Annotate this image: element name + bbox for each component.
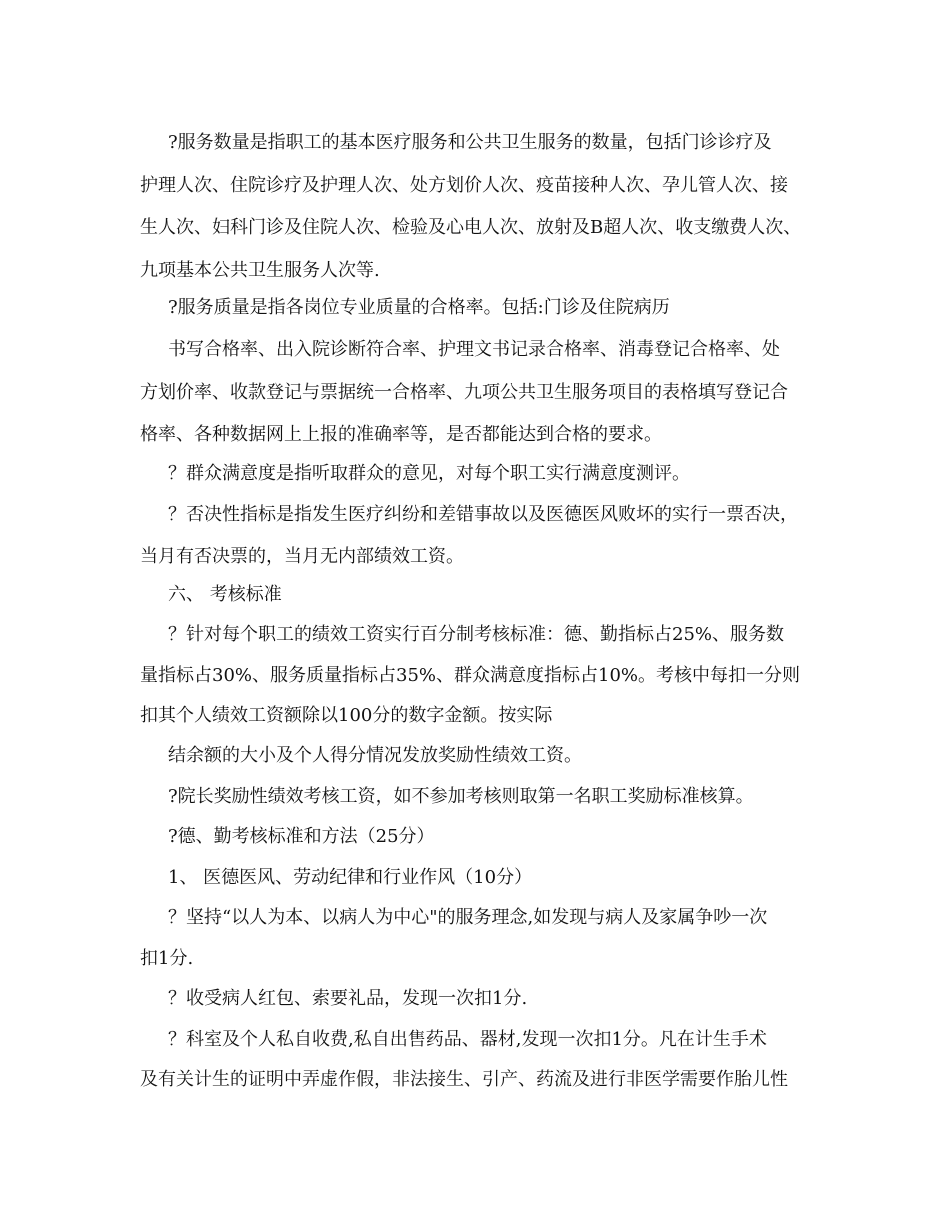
text-line: ?服务质量是指各岗位专业质量的合格率。包括:门诊及住院病历 <box>168 297 670 318</box>
text-line: ?服务数量是指职工的基本医疗服务和公共卫生服务的数量，包括门诊诊疗及 <box>168 132 772 153</box>
text-line: ？科室及个人私自收费,私自出售药品、器材,发现一次扣1分。凡在计生手术 <box>168 1029 767 1050</box>
text-line: 生人次、妇科门诊及住院人次、检验及心电人次、放射及B超人次、收支缴费人次、 <box>140 217 802 238</box>
text-line: ?德、勤考核标准和方法（25分） <box>168 826 435 847</box>
text-line: 结余额的大小及个人得分情况发放奖励性绩效工资。 <box>168 745 582 766</box>
text-line: 扣1分. <box>140 948 194 969</box>
text-line: ？坚持“以人为本、以病人为中心"的服务理念,如发现与病人及家属争吵一次 <box>168 907 768 928</box>
text-line: 九项基本公共卫生服务人次等. <box>140 260 380 281</box>
text-line: ？针对每个职工的绩效工资实行百分制考核标准：德、勤指标占25%、服务数 <box>168 624 785 645</box>
section-heading: 六、 考核标准 <box>168 584 282 605</box>
text-line: 护理人次、住院诊疗及护理人次、处方划价人次、疫苗接种人次、孕儿管人次、接 <box>140 175 788 196</box>
text-line: 书写合格率、出入院诊断符合率、护理文书记录合格率、消毒登记合格率、处 <box>168 339 780 360</box>
text-line: 量指标占30%、服务质量指标占35%、群众满意度指标占10%。考核中每扣一分则 <box>140 665 801 686</box>
text-line: 格率、各种数据网上上报的准确率等，是否都能达到合格的要求。 <box>140 424 662 445</box>
text-line: 当月有否决票的，当月无内部绩效工资。 <box>140 546 464 567</box>
text-line: ?院长奖励性绩效考核工资，如不参加考核则取第一名职工奖励标准核算。 <box>168 786 754 807</box>
text-line: ？收受病人红包、索要礼品，发现一次扣1分. <box>168 988 528 1009</box>
text-line: 扣其个人绩效工资额除以100分的数字金额。按实际 <box>140 705 553 726</box>
text-line: 及有关计生的证明中弄虚作假，非法接生、引产、药流及进行非医学需要作胎儿性 <box>140 1069 788 1090</box>
text-line: ？否决性指标是指发生医疗纠纷和差错事故以及医德医风败坏的实行一票否决， <box>168 504 798 525</box>
text-line: ？群众满意度是指听取群众的意见，对每个职工实行满意度测评。 <box>168 463 690 484</box>
text-line: 1、 医德医风、劳动纪律和行业作风（10分） <box>168 867 533 888</box>
text-line: 方划价率、收款登记与票据统一合格率、九项公共卫生服务项目的表格填写登记合 <box>140 382 788 403</box>
